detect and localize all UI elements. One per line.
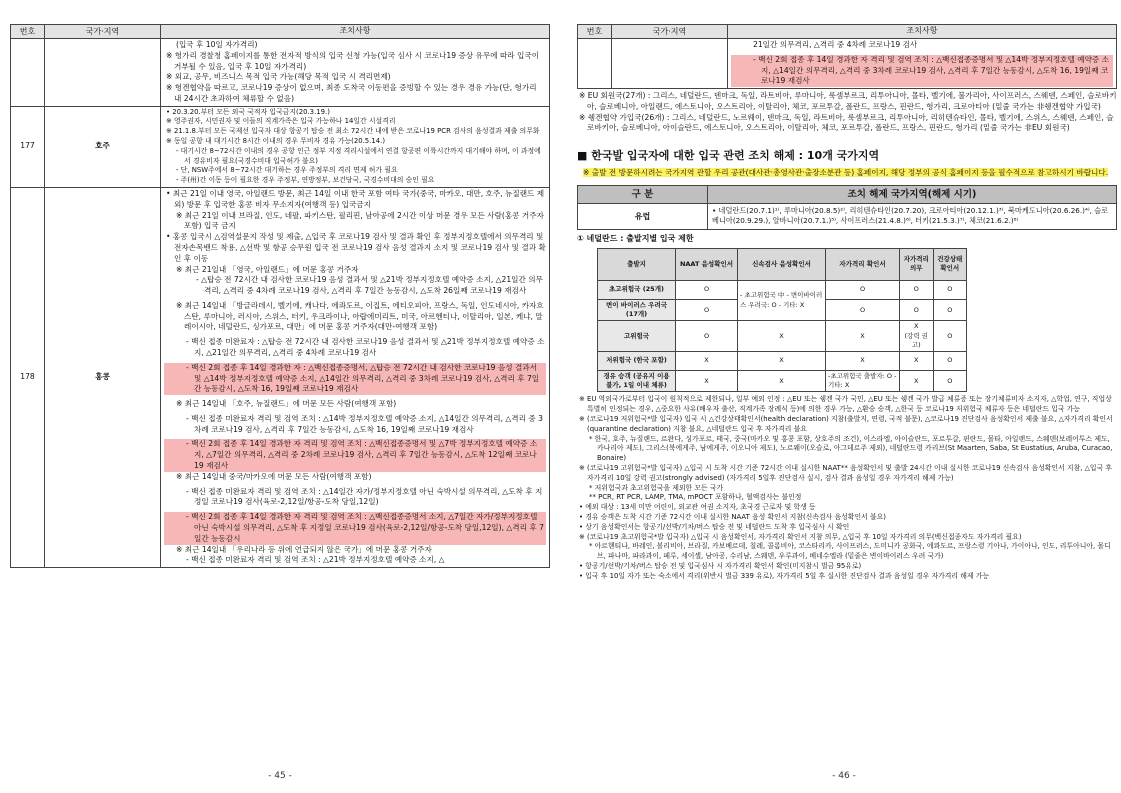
text-line: ※ (코로나19 저위험국*발 입국자) 입국 시 △건강상태확인서(health declaration) 지참(출발지, 연령, 국적 불문), △코로나19 진단검사 음성확인서 제출 불요, △자가격리 확인서(quarantine declaration) 지참 불요, △네덜란드 입국 후 자가격리 불요 <box>579 415 1113 433</box>
text-line: • 홍콩 입국시 △검역설문지 작성 및 제출, △입국 후 코로나19 검사 및 결과 확인 후 정부지정호텔에서 의무격리 및 전자손목밴드 착용, △선박 및 항공 승무원 입국 전 코로나19 검사 음성 결과지 소지 및 코로나19 검사 및 결과 확인 후 이동 <box>166 232 546 263</box>
text-line: ※ 최근 21일 이내 브라질, 인도, 네팔, 파키스탄, 필리핀, 남아공에 2시간 이상 머문 경우 모든 사람(홍콩 거주자 포함) 입국 금지 <box>176 210 544 231</box>
header-no: 번호 <box>11 25 45 39</box>
region-table <box>577 185 1117 230</box>
country-name: 홍콩 <box>45 188 161 568</box>
grid-header: NAAT 음성확인서 <box>676 248 738 280</box>
text-line: ※ (코로나19 고위험국*발 입국자) △입국 시 도착 시간 기준 72시간 이내 실시한 NAAT** 음성확인서 및 출발 24시간 이내 실시한 코로나19 신속검사 음성확인서 지참, △입국 후 자가격리 10일 강력 권고(strongly advised) (자가격리 5일후 진단검사 실시, 검사 결과 음성일 경우 자가격리 해제 가능) <box>579 464 1113 482</box>
text-line: ※ 헝겐협약을 따르고, 코로나19 증상이 없으며, 최종 도착국 이동편을 증빙할 수 있는 경우 경유 가능(단, 헝가리 내 24시간 초과하여 체류할 수 없음) <box>166 83 537 103</box>
header-country: 국가·지역 <box>45 25 161 39</box>
grid-row: 고위험국 O X X X (강력 권고) O <box>598 321 967 352</box>
text-line: ※ 최근 14일내 「우리나라 등 위에 언급되지 않은 국가」에 머문 홍콩 거주자 <box>176 544 432 554</box>
notice <box>583 168 1117 179</box>
text-line: ※ 동일 공항 내 대기시간 8시간 이내의 경우 무비자 경유 가능(20.5.14.) <box>166 137 386 146</box>
eu-members-note: ※ EU 회원국(27개) : 그리스, 네덜란드, 덴마크, 독일, 라트비아, 루마니아, 룩셈부르크, 리투아니아, 몰타, 벨기에, 불가리아, 사이프러스, 스웨덴, 스페인, 슬로바키아, 슬로베니아, 아일랜드, 에스토니아, 오스트리아, 이탈리아, 체코, 포르투갈, 폴란드, 프랑스, 핀란드, 헝가리, 크로아티아 (밑줄 국가는 非쉥겐협약 가입국) <box>579 91 1117 111</box>
region-header: 구 분 <box>578 185 708 203</box>
countries-header: 조치 해제 국가지역(해제 시기) <box>708 185 1117 203</box>
highlighted-text: - 백신 2회 접종 후 14일 경과한 자 격리 및 검역 조치 : △백신접종증명서 및 △14박 정부지정호텔 예약증 소지, △14일간 의무격리, △격리 중 3차례 코로나19 검사, △격리 후 7일간 능동감시, △도착 16, 19일째 코로나19 재검사 <box>731 55 1113 87</box>
grid-header: 신속검사 음성확인서 <box>738 248 826 280</box>
highlighted-text: - 백신 2회 접종 후 14일 경과한 자 : △백신접종증명서, △탑승 전 72시간 내 검사한 코로나19 음성 결과서 및 △14박 정부지정호텔 예약증 소지, △14일간 의무격리, △격리 중 3차례 코로나19 검사, △격리 후 7일간 능동감시, △도착 16, 19일째 코로나19 재검사 <box>164 363 546 395</box>
text-line: - 백신 접종 미완료자 격리 및 검역 조치 : △21박 정부지정호텔 예약증 소지, △ <box>186 555 445 565</box>
text-line: • 상기 음성확인서는 항공기/선박/기차/버스 탑승 전 및 네덜란드 도착 후 입국심사 시 확인 <box>579 522 850 531</box>
strong-advised: (강력 권고) <box>904 331 928 349</box>
merged-naat-cell: - 초고위험국 中 - 변이바이러스 우려국: O - 기타: X <box>738 280 826 320</box>
header-measures: 조치사항 <box>728 25 1117 39</box>
grid-row: 저위험국 (한국 포함) X X X X O <box>598 352 967 371</box>
text-line: 21일간 의무격리, △격리 중 4차례 코로나19 검사 <box>753 40 918 49</box>
netherlands-grid <box>597 248 967 393</box>
text-line: ※ 21.1.8.부터 모든 국제선 입국자 대상 항공기 탑승 전 최소 72시간 내에 받은 코로나19 PCR 검사의 음성결과 제출 의무화 <box>166 127 540 136</box>
text-line: • 경유 승객은 도착 시간 기준 72시간 이내 실시한 NAAT 음성 확인서 지참(신속검사 음성확인서 불요) <box>579 513 886 522</box>
grid-row: 경유 승객 (공유지 이용 불가, 1일 이내 체류) X X -초고위험국 출발자: O -기타: X X O <box>598 371 967 392</box>
page-number: - 46 - <box>832 771 856 781</box>
page-number: - 45 - <box>268 771 292 781</box>
netherlands-notes <box>577 395 1117 581</box>
header-no: 번호 <box>578 25 612 39</box>
header-country: 국가·지역 <box>612 25 728 39</box>
notice-text: ※ 출발 전 방문하시려는 국가지역 관할 우리 공관(대사관·총영사관·출장소분관 등) 홈페이지, 해당 정부의 공식 홈페이지 등을 필수적으로 참고하시기 바랍니다. <box>583 167 1109 177</box>
text-line: • 최근 21일 이내 영국, 아일랜드 방문, 최근 14일 이내 한국 포함 여타 국가(중국, 마카오, 대만, 호주, 뉴질랜드 제외) 방문 후 입국한 홍콩 비자 무소지자(여행객 등) 입국금지 <box>166 189 545 209</box>
grid-header: 자가격리 확인서 <box>826 248 900 280</box>
text-line: • 예외 대상 : 13세 미만 어린이, 외교관 여권 소지자, 초국경 근로자 및 학생 등 <box>579 503 816 512</box>
text-line: ※ 헝가리 경찰청 홈페이지를 통한 전자적 방식의 입국 신청 가능(입국 심사 시 코로나19 증상 유무에 따라 입국이 거부될 수 있음, 입국 후 10일 자가격리) <box>166 50 540 71</box>
text-line: * 한국, 호주, 뉴질랜드, 르완다, 싱가포르, 태국, 중국(마카오 및 홍콩 포함, 상호주의 조건), 이스라엘, 아이슬란드, 포르투갈, 핀란드, 몰타, 아일랜드, 스웨덴(보레어투스 제도, 카나리아 제도), 그리스(북에게주, 남에게주, 이오니아 제도), 노르웨이(오슬로, 아그데르주 제외), 네덜란드령 카리브(St Maarten, Saba, St Eustatius, Aruba, Curacao, Bonaire) <box>589 434 1113 463</box>
grid-header: 건강상태 확인서 <box>933 248 967 280</box>
text-line: ※ 최근 14일내 중국/마카오에 머문 모든 사람(여행객 포함) <box>176 471 372 481</box>
page-45 <box>10 24 550 766</box>
table-header <box>578 25 1117 39</box>
row-number: 177 <box>11 106 45 187</box>
text-line: - 주(州)간 이동 등이 필요한 경우 주정부, 연방정부, 보건당국, 국경수비대의 승인 필요 <box>176 176 435 185</box>
grid-row: 초고위험국 (25개) O - 초고위험국 中 - 변이바이러스 우려국: O - 기타: X O O O <box>598 280 967 299</box>
text-line: • 항공기/선박/기차/버스 탑승 전 및 입국심사 시 자가격리 확인서 확인(미지참시 벌금 95유로) <box>579 562 862 570</box>
text-line: * 아르헨티나, 바레인, 볼리비아, 브라질, 카보베르데, 칠레, 콜롬비아, 코스타리카, 사이프러스, 도미니카 공화국, 에콰도르, 프랑스령 기아나, 가이아나, 인도, 리투아니아, 몰디브, 파나마, 파라과이, 페루, 세이셸, 남아공, 수리남, 스웨덴, 우루과이, 베네수엘라 (밑줄은 변이바이러스 우려 국가) <box>589 542 1111 561</box>
grid-header: 출발지 <box>598 248 676 280</box>
text-line: ** PCR, RT PCR, LAMP, TMA, mPOCT 포함하나, 혈액검사는 불인정 <box>589 493 802 502</box>
page-46 <box>577 24 1117 766</box>
text-line: ※ 외교, 공무, 비즈니스 목적 입국 가능(해당 목적 입국 시 격리면제) <box>166 72 391 82</box>
measures-table <box>577 24 1117 89</box>
text-line: ※ 최근 21일내 「영국, 아일랜드」에 머문 홍콩 거주자 <box>176 264 359 274</box>
text-line: - △탑승 전 72시간 내 검사한 코로나19 음성 결과서 및 △21박 정부지정호텔 예약증 소지, △21일간 의무격리, △격리 중 4차례 코로나19 검사, △격리 후 7일간 능동감시, △도착 26일째 코로나19 재검사 <box>196 275 543 296</box>
netherlands-title: ① 네덜란드 : 출발지별 입국 제한 <box>577 233 694 243</box>
continuation-cell <box>728 39 1117 89</box>
highlighted-text: - 백신 2회 접종 후 14일 경과한 자 격리 및 검역 조치 : △백신접종증명서 및 △7박 정부지정호텔 예약증 소지, △7일간 의무격리, △격리 중 2차례 코로나19 검사, △격리 후 7일간 능동감시, △도착 12일째 코로나19 재검사 <box>164 439 546 471</box>
text-line: ※ (코로나19 초고위험국*발 입국자) △입국 시 음성확인서, 자가격리 확인서 지참 의무, △입국 후 10일 자가격리 의무(백신접종자도 자가격리 필요) <box>579 532 1022 541</box>
text-line: ※ 최근 14일내 「방글라데시, 벨기에, 캐나다, 에콰도르, 이집트, 에티오피아, 프랑스, 독일, 인도네시아, 카자흐스탄, 루마니아, 러시아, 스위스, 터키, 우크라이나, 아랍에미리트, 미국, 아르헨티나, 이탈리아, 일본, 케냐, 말레이시아, 네덜란드, 싱가포르, 대만」에 머문 홍콩 거주자(대만-여행객 포함) <box>176 300 544 332</box>
text-line: • 20.3.20.부터 모든 외국 국적자 입국금지(20.3.19.) <box>166 107 330 116</box>
table-row-178 <box>11 188 550 568</box>
text-line: - 백신 접종 미완료자 격리 및 검역 조치 : △14박 정부지정호텔 예약증 소지, △14일간 의무격리, △격리 중 3차례 코로나19 검사, △격리 후 7일간 능동감시, △도착 16, 19일째 코로나19 재검사 <box>186 413 543 434</box>
row-number: 178 <box>11 188 45 568</box>
table-row-177 <box>11 106 550 187</box>
measures-cell <box>161 188 550 568</box>
text-line: - 백신 접종 미완료자 : △탑승 전 72시간 내 검사한 코로나19 음성 결과서 및 △21박 정부지정호텔 예약증 소지, △21일간 의무격리, △격리 중 4차례 코로나19 검사 <box>186 337 545 357</box>
grid-row: 변이 바이러스 우려국(17개) O O O O <box>598 299 967 320</box>
measures-table <box>10 24 550 568</box>
transit-note: -초고위험국 출발자: O -기타: X <box>826 371 900 392</box>
schengen-members-note: ※ 쉥겐협약 가입국(26개) : 그리스, 네덜란드, 노르웨이, 덴마크, 독일, 라트비아, 룩셈부르크, 리투아니아, 리히텐슈타인, 몰타, 벨기에, 스위스, 스웨덴, 스페인, 슬로바키아, 슬로베니아, 아이슬란드, 에스토니아, 오스트리아, 이탈리아, 체코, 포르투갈, 폴란드, 프랑스, 핀란드, 헝가리 (밑줄 국가는 非EU 회원국) <box>579 112 1114 133</box>
continuation-cell <box>161 39 550 107</box>
countries-list: • 네덜란드(20.7.1)¹⁾, 루마니아(20.8.5)²⁾, 리히텐슈타인(20.7.20), 크로아티아(20.12.1.)³⁾, 북마케도니아(20.6.26.)⁴⁾, 슬로베니아(20.9.29.), 알바니아(20.7.1.)⁵⁾, 사이프러스(21.4.8.)⁶⁾, 터키(21.5.3.)⁷⁾, 체코(21.6.2.)⁸⁾ <box>708 204 1117 229</box>
table-row <box>578 39 1117 89</box>
text-line: ※ EU 역외국가로부터 입국이 원칙적으로 제한되나, 일부 예외 인정 : △EU 또는 쉥겐 국가 국민, △EU 또는 쉥겐 국가 발급 체류증 또는 장기체류비자 소지자, △학업, 연구, 직업상 특별히 인정되는 경우, △중요한 사유(배우자 출산, 직계가족 장례식 등)에 의한 경우 가능, △환승 승객, △한국 등 코로나19 저위험국 체류자 등은 네덜란드 입국 가능 <box>579 395 1112 414</box>
section-title: ■ 한국발 입국자에 대한 입국 관련 조치 해제 : 10개 국가지역 <box>577 149 880 163</box>
text-line: * 저위험국과 초고위험국을 제외한 모든 국가 <box>589 483 724 492</box>
region-name: 유럽 <box>578 204 708 229</box>
measures-cell <box>161 106 550 187</box>
text-line: - 대기시간 8~72시간 이내의 경우 공항 인근 정부 지정 격리시설에서 연결 항공편 이륙시간까지 대기해야 하며, 이 과정에서 경유비자 필요(국경수비대 입국허가 불요) <box>176 146 541 165</box>
text-line: ※ 최근 14일내 「호주, 뉴질랜드」에 머문 모든 사람(여행객 포함) <box>176 399 397 409</box>
text-line: (입국 후 10일 자가격리) <box>176 40 258 49</box>
table-row <box>11 39 550 107</box>
text-line: ※ 영주권자, 시민권자 및 이들의 직계가족은 입국 가능하나 14일간 시설격리 <box>166 117 396 126</box>
grid-header: 자가격리 의무 <box>900 248 934 280</box>
text-line: • 입국 후 10일 자가 또는 숙소에서 격리(위반시 벌금 339 유로), 자가격리 5일 후 실시한 진단검사 결과 음성일 경우 자가격리 해제 가능 <box>579 571 990 580</box>
table-header <box>11 25 550 39</box>
highlighted-text: - 백신 2회 접종 후 14일 경과한 자 격리 및 검역 조치 : △백신접종증명서 소지, △7일간 자가/정부지정호텔 아닌 숙박시설 의무격리, △도착 후 지정일 코로나19 검사(육로-2,12일/항공-도착 당일,12일), △격리 후 7일간 능동감시 <box>164 512 546 544</box>
header-measures: 조치사항 <box>161 25 550 39</box>
text-line: - 단, NSW주에서 8~72시간 대기하는 경우 주정부의 격리 면제 허가 필요 <box>176 166 398 175</box>
text-line: - 백신 접종 미완료자 격리 및 검역 조치 : △14일간 자가/정부지정호텔 아닌 숙박시설 의무격리, △도착 후 지정일 코로나19 검사(육로-2,12일/항공-도착 당일,12일) <box>186 486 543 507</box>
country-name: 호주 <box>45 106 161 187</box>
eu-notes <box>577 91 1117 134</box>
